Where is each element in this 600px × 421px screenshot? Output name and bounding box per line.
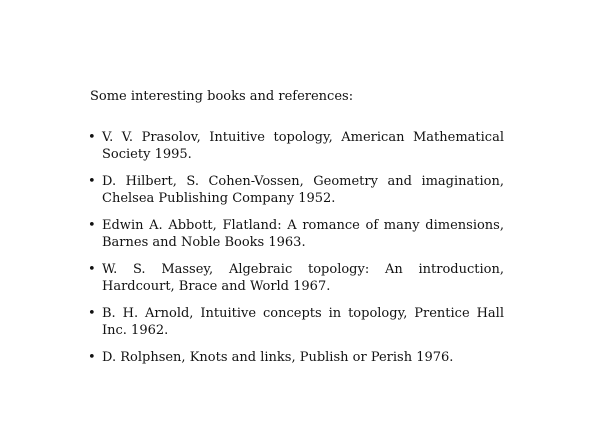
reference-text: V. V. Prasolov, Intuitive topology, American Mathematical Society 1995. [102, 130, 504, 162]
reference-item [86, 349, 504, 366]
reference-text: D. Hilbert, S. Cohen-Vossen, Geometry and imagination, Chelsea Publishing Company 1952. [102, 174, 504, 206]
reference-text: Edwin A. Abbott, Flatland: A romance of many dimensions, Barnes and Noble Books 1963. [102, 218, 504, 250]
bullet-icon: • [88, 130, 96, 145]
reference-item [86, 173, 504, 207]
intro-heading: Some interesting books and references: [90, 89, 354, 104]
reference-item [86, 305, 504, 339]
bullet-icon: • [88, 262, 96, 277]
reference-item [86, 261, 504, 295]
bullet-icon: • [88, 350, 96, 365]
reference-text: W. S. Massey, Algebraic topology: An introduction, Hardcourt, Brace and World 1967. [102, 262, 504, 294]
bullet-icon: • [88, 218, 96, 233]
reference-text: B. H. Arnold, Intuitive concepts in topology, Prentice Hall Inc. 1962. [102, 306, 504, 338]
reference-text: D. Rolphsen, Knots and links, Publish or Perish 1976. [102, 350, 454, 365]
bullet-icon: • [88, 306, 96, 321]
reference-list [86, 129, 504, 376]
reference-item [86, 129, 504, 163]
reference-item [86, 217, 504, 251]
bullet-icon: • [88, 174, 96, 189]
